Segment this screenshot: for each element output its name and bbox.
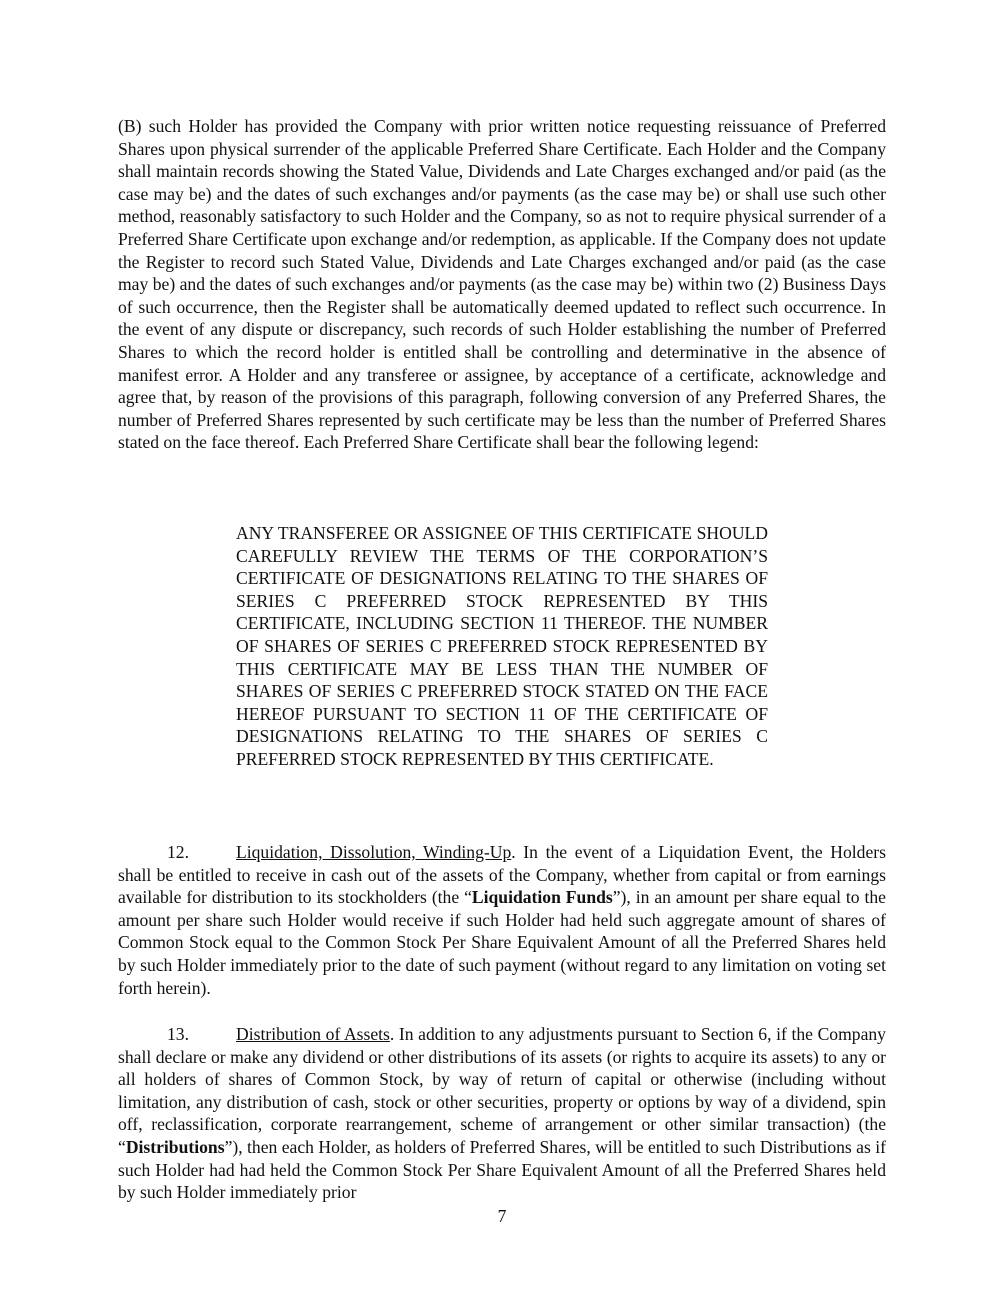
section-12-text-part-2: ”), in an amount per share equal to the amount per share such Holder would receive if such Holder had held such aggregate amount of shares of Common Stock equal to the Common Stock Per Share Equivalent Amount of all the Preferred Shares held by such Holder immediately prior to the date of such payment (without regard to any limitation on voting set forth herein). (118, 887, 886, 998)
certificate-legend: ANY TRANSFEREE OR ASSIGNEE OF THIS CERTIFICATE SHOULD CAREFULLY REVIEW THE TERMS OF THE CORPORATION’S CERTIFICATE OF DESIGNATIONS RELATING TO THE SHARES OF SERIES C PREFERRED STOCK REPRESENTED BY THIS CERTIFICATE, INCLUDING SECTION 11 THEREOF. THE NUMBER OF SHARES OF SERIES C PREFERRED STOCK REPRESENTED BY THIS CERTIFICATE MAY BE LESS THAN THE NUMBER OF SHARES OF SERIES C PREFERRED STOCK STATED ON THE FACE HEREOF PURSUANT TO SECTION 11 OF THE CERTIFICATE OF DESIGNATIONS RELATING TO THE SHARES OF SERIES C PREFERRED STOCK REPRESENTED BY THIS CERTIFICATE. (236, 523, 768, 769)
section-12-defined-term: Liquidation Funds (471, 887, 613, 908)
section-13-number: 13. (167, 1024, 189, 1044)
section-13-defined-term: Distributions (125, 1136, 225, 1157)
section-13-heading: Distribution of Assets (236, 1024, 390, 1044)
paragraph-register-records: (B) such Holder has provided the Company with prior written notice requesting reissuance of Preferred Shares upon physical surrender of the applicable Preferred Share Certificate. Each Holder and the Company shall maintain records showing the Stated Value, Dividends and Late Charges exchanged and/or paid (as the case may be) and the dates of such exchanges and/or payments (as the case may be) or shall use such other method, reasonably satisfactory to such Holder and the Company, so as not to require physical surrender of a Preferred Share Certificate upon exchange and/or redemption, as applicable. If the Company does not update the Register to record such Stated Value, Dividends and Late Charges exchanged and/or paid (as the case may be) and the dates of such exchanges and/or payments (as the case may be) within two (2) Business Days of such occurrence, then the Register shall be automatically deemed updated to reflect such occurrence. In the event of any dispute or discrepancy, such records of such Holder establishing the number of Preferred Shares to which the record holder is entitled shall be controlling and determinative in the absence of manifest error. A Holder and any transferee or assignee, by acceptance of a certificate, acknowledge and agree that, by reason of the provisions of this paragraph, following conversion of any Preferred Shares, the number of Preferred Shares represented by such certificate may be less than the number of Preferred Shares stated on the face thereof. Each Preferred Share Certificate shall bear the following legend: (118, 116, 886, 453)
section-12-paragraph (118, 841, 886, 999)
section-13-paragraph (118, 1023, 886, 1204)
section-12-heading: Liquidation, Dissolution, Winding-Up (236, 842, 512, 862)
section-12-text-part-1: . In the event of a Liquidation Event, the Holders shall be entitled to receive in cash out of the assets of the Company, whether from capital or from earnings available for distribution to its stockholders (the “ (118, 842, 886, 908)
section-13-text-part-2: ”), then each Holder, as holders of Preferred Shares, will be entitled to such Distributions as if such Holder had had held the Common Stock Per Share Equivalent Amount of all the Preferred Shares held by such Holder immediately prior (118, 1136, 886, 1203)
page-number: 7 (497, 1206, 507, 1226)
section-12-number: 12. (167, 842, 189, 862)
section-13-text-part-1: . In addition to any adjustments pursuant to Section 6, if the Company shall declare or make any dividend or other distributions of its assets (or rights to acquire its assets) to any or all holders of shares of Common Stock, by way of return of capital or otherwise (including without limitation, any distribution of cash, stock or other securities, property or options by way of a dividend, spin off, reclassification, corporate rearrangement, scheme of arrangement or other similar transaction) (the “ (118, 1024, 886, 1157)
